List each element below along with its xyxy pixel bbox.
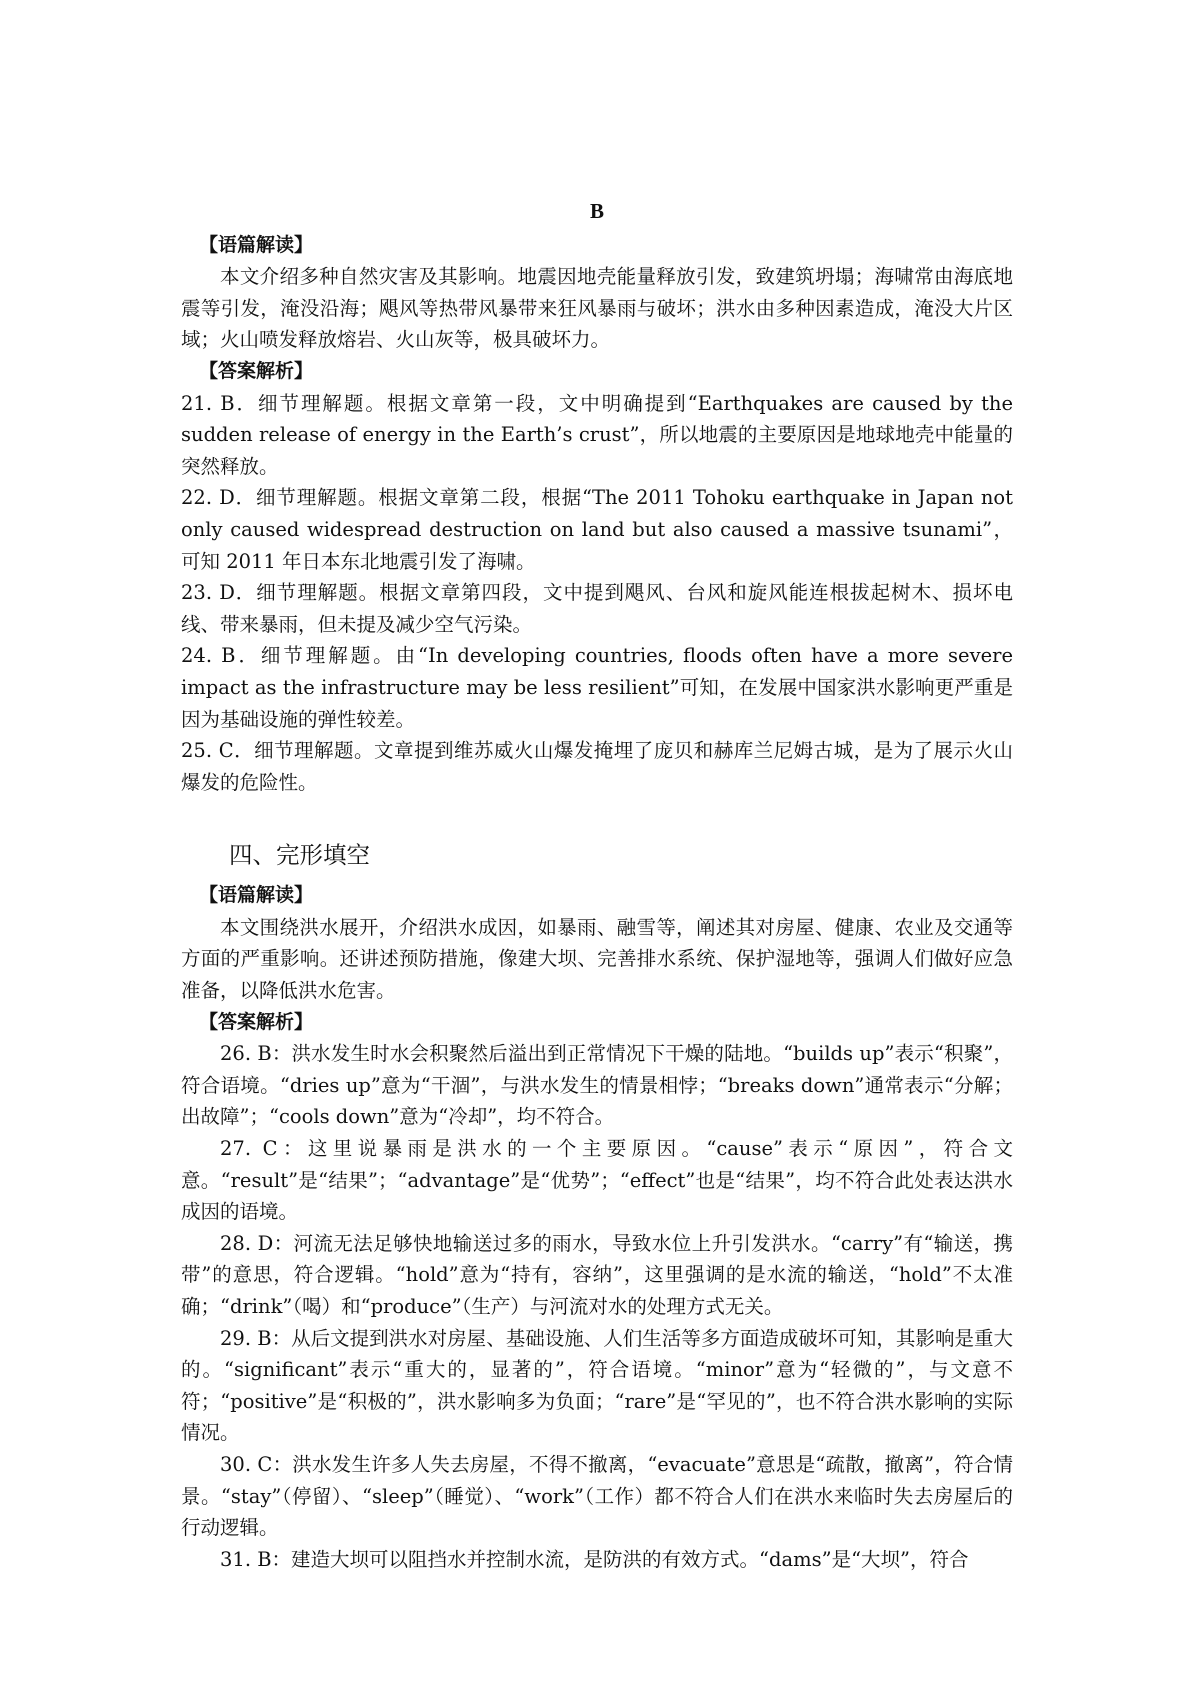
section4-reading-text: 本文围绕洪水展开，介绍洪水成因，如暴雨、融雪等，阐述其对房屋、健康、农业及交通等方面的严重影响。还讲述预防措施，像建大坝、完善排水系统、保护湿地等，强调人们做好应急准备，以降低洪水危害。 <box>181 915 1013 1003</box>
section4-reading-label: 【语篇解读】 <box>199 884 314 907</box>
section4-answer-label: 【答案解析】 <box>199 1010 314 1033</box>
answer-item: 27. C：这里说暴雨是洪水的一个主要原因。“cause”表示“原因”，符合文意。“result”是“结果”；“advantage”是“优势”；“effect”也是“结果”，均不符合此处表达洪水成因的语境。 <box>181 1137 1013 1224</box>
section-title: 四、完形填空 <box>229 841 370 870</box>
answer-item: 23. D．细节理解题。根据文章第四段，文中提到飓风、台风和旋风能连根拔起树木、损坏电线、带来暴雨，但未提及减少空气污染。 <box>181 581 1013 636</box>
document-page <box>181 196 1013 1575</box>
answer-item: 30. C：洪水发生许多人失去房屋，不得不撤离，“evacuate”意思是“疏散，撤离”，符合情景。“stay”（停留）、“sleep”（睡觉）、“work”（工作）都不符合人们在洪水来临时失去房屋后的行动逻辑。 <box>181 1452 1013 1540</box>
part-b-reading-label: 【语篇解读】 <box>199 233 314 256</box>
part-b-answer-label: 【答案解析】 <box>199 359 314 382</box>
answer-item: 22. D．细节理解题。根据文章第二段，根据“The 2011 Tohoku earthquake in Japan not only caused widespread destruction on land but also caused a massive tsunami”，可知 2011 年日本东北地震引发了海啸。 <box>181 486 1013 573</box>
answer-item: 28. D：河流无法足够快地输送过多的雨水，导致水位上升引发洪水。“carry”有“输送，携带”的意思，符合逻辑。“hold”意为“持有，容纳”，这里强调的是水流的输送，“hold”不太准确；“drink”（喝）和“produce”（生产）与河流对水的处理方式无关。 <box>181 1231 1013 1318</box>
answer-item: 29. B：从后文提到洪水对房屋、基础设施、人们生活等多方面造成破坏可知，其影响是重大的。“significant”表示“重大的，显著的”，符合语境。“minor”意为“轻微的”，与文意不符；“positive”是“积极的”，洪水影响多为负面；“rare”是“罕见的”，也不符合洪水影响的实际情况。 <box>181 1326 1013 1445</box>
part-b-reading-text: 本文介绍多种自然灾害及其影响。地震因地壳能量释放引发，致建筑坍塌；海啸常由海底地震等引发，淹没沿海；飓风等热带风暴带来狂风暴雨与破坏；洪水由多种因素造成，淹没大片区域；火山喷发释放熔岩、火山灰等，极具破坏力。 <box>181 265 1013 352</box>
answer-item: 31. B：建造大坝可以阻挡水并控制水流，是防洪的有效方式。“dams”是“大坝”，符合 <box>220 1547 969 1571</box>
answer-item: 25. C．细节理解题。文章提到维苏威火山爆发掩埋了庞贝和赫库兰尼姆古城，是为了展示火山爆发的危险性。 <box>181 739 1013 794</box>
answer-item: 26. B：洪水发生时水会积聚然后溢出到正常情况下干燥的陆地。“builds up”表示“积聚”，符合语境。“dries up”意为“干涸”，与洪水发生的情景相悖；“breaks down”通常表示“分解；出故障”；“cools down”意为“冷却”，均不符合。 <box>181 1042 1013 1129</box>
answer-item: 24. B．细节理解题。由“In developing countries, floods often have a more severe impact as the infrastructure may be less resilient”可知，在发展中国家洪水影响更严重是因为基础设施的弹性较差。 <box>181 644 1013 731</box>
answer-item: 21. B．细节理解题。根据文章第一段，文中明确提到“Earthquakes are caused by the sudden release of energy in the Earth’s crust”，所以地震的主要原因是地球地壳中能量的突然释放。 <box>181 391 1013 478</box>
part-b-title: B <box>589 199 604 223</box>
